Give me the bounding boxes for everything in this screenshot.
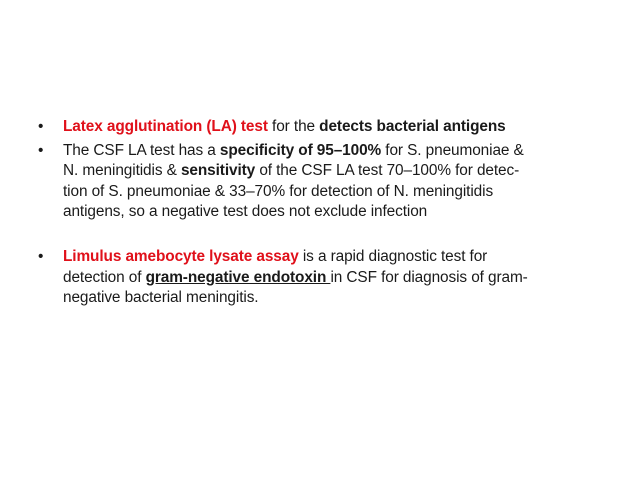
limulus-assay-term: Limulus amebocyte lysate assay — [63, 247, 299, 265]
text-run: of the CSF LA test 70–100% for detec- — [255, 162, 520, 180]
bullet-line — [63, 288, 608, 309]
text-run: in CSF for diagnosis of gram- — [330, 268, 528, 286]
bullet-limulus-assay — [38, 247, 608, 309]
text-run: detection of — [63, 268, 146, 286]
bullet-marker: • — [38, 118, 44, 135]
bullet-latex-agglutination — [38, 117, 608, 138]
text-run: for the — [267, 118, 320, 135]
text-run: negative bacterial meningitis. — [63, 289, 259, 307]
bullet-line — [63, 202, 608, 223]
endotoxin-phrase: gram-negative endotoxin — [145, 268, 331, 286]
bullet-line — [63, 141, 608, 162]
bullet-marker: • — [38, 247, 44, 265]
sensitivity-word: sensitivity — [180, 162, 256, 180]
text-run: for S. pneumoniae & — [381, 141, 524, 159]
specificity-phrase: specificity of 95–100% — [219, 141, 382, 159]
bullet-list — [38, 117, 608, 309]
bullet-line — [63, 182, 608, 203]
detects-antigens-phrase: detects bacterial antigens — [319, 118, 506, 135]
bullet-line — [63, 117, 608, 138]
text-run: antigens, so a negative test does not exclude infection — [63, 203, 428, 221]
bullet-marker: • — [38, 141, 44, 159]
la-test-term: Latex agglutination (LA) test — [63, 118, 268, 135]
text-run: The CSF LA test has a — [63, 141, 220, 159]
text-run: N. meningitidis & — [63, 162, 181, 180]
bullet-line — [63, 268, 608, 289]
bullet-line — [63, 161, 608, 182]
bullet-line — [63, 247, 608, 268]
text-run: tion of S. pneumoniae & 33–70% for detection of N. meningitidis — [63, 182, 494, 200]
bullet-csf-la-test — [38, 141, 608, 223]
text-run: is a rapid diagnostic test for — [298, 247, 488, 265]
